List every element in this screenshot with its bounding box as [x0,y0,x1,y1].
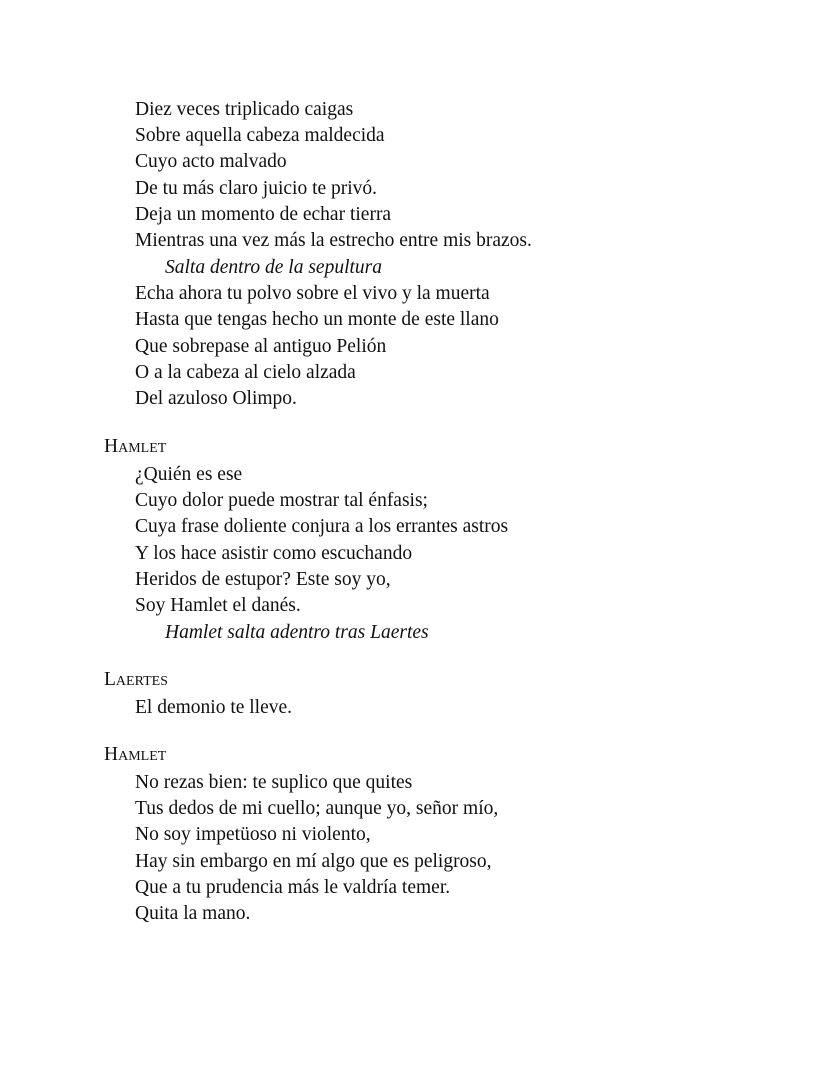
speaker-name: Hamlet [104,744,167,765]
stage-direction: Hamlet salta adentro tras Laertes [165,622,429,643]
verse-line: Que a tu prudencia más le valdría temer. [135,877,451,898]
verse-line: Sobre aquella cabeza maldecida [135,125,385,146]
verse-line: Del azuloso Olimpo. [135,388,297,409]
verse-line: Tus dedos de mi cuello; aunque yo, señor mío, [135,798,499,819]
verse-line: Hay sin embargo en mí algo que es peligroso, [135,851,492,872]
verse-line: Quita la mano. [135,903,251,924]
verse-line: Cuyo dolor puede mostrar tal énfasis; [135,490,428,511]
verse-line: Hasta que tengas hecho un monte de este llano [135,309,499,330]
verse-line: Echa ahora tu polvo sobre el vivo y la muerta [135,283,490,304]
verse-line: Heridos de estupor? Este soy yo, [135,569,391,590]
verse-line: No soy impetüoso ni violento, [135,824,371,845]
verse-line: Deja un momento de echar tierra [135,204,392,225]
verse-line: Cuya frase doliente conjura a los errantes astros [135,516,509,537]
verse-line: Mientras una vez más la estrecho entre mis brazos. [135,230,532,251]
speaker-name: Hamlet [104,436,167,457]
verse-line: ¿Quién es ese [135,464,243,485]
verse-line: No rezas bien: te suplico que quites [135,772,413,793]
speaker-name: Laertes [104,669,168,690]
verse-line: De tu más claro juicio te privó. [135,178,378,199]
verse-line: O a la cabeza al cielo alzada [135,362,356,383]
verse-line: El demonio te lleve. [135,697,293,718]
verse-line: Y los hace asistir como escuchando [135,543,413,564]
verse-line: Cuyo acto malvado [135,151,287,172]
verse-line: Soy Hamlet el danés. [135,595,301,616]
verse-line: Diez veces triplicado caigas [135,99,354,120]
stage-direction: Salta dentro de la sepultura [165,257,383,278]
verse-line: Que sobrepase al antiguo Pelión [135,336,387,357]
